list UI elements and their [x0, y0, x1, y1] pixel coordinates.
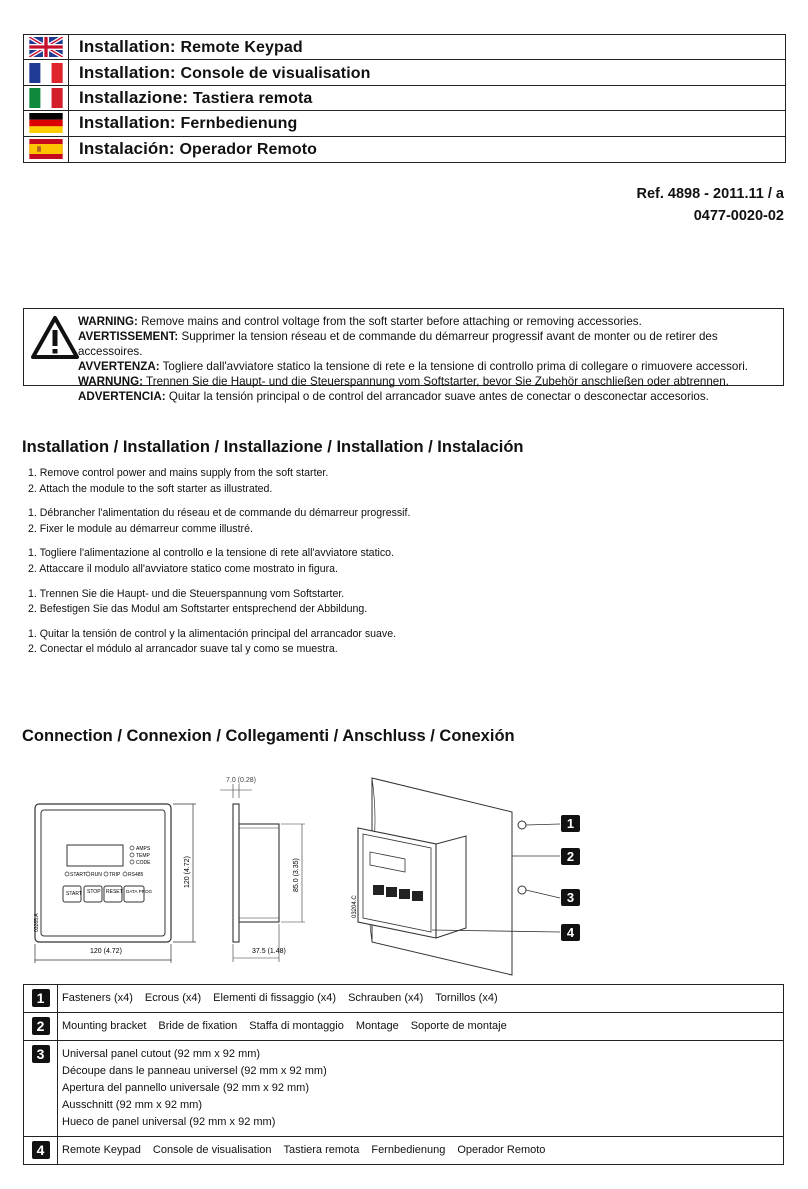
warning-en: WARNING: Remove mains and control voltage from the soft starter before attaching or removing accessories. [78, 315, 642, 328]
key-stop: STOP [87, 889, 101, 895]
warning-fr: AVERTISSEMENT: Supprimer la tension réseau et de commande du démarreur progressif avant de monter ou de retirer des accessoires. [78, 330, 718, 358]
steps-es: 1. Quitar la tensión de control y la alimentación principal del arrancador suave. 2. Conectar el módulo al arrancador suave tal y como se muestra. [28, 627, 397, 656]
connection-diagram [0, 760, 808, 980]
front-drawing-code: 03265.A [34, 913, 40, 932]
ref-line-2: 0477-0020-02 [693, 208, 784, 224]
lang-row-fr [24, 60, 785, 85]
lang-prefix-de: Installation: [79, 113, 181, 133]
part-number-1: 1 [32, 989, 50, 1007]
width-dimension: 120 (4.72) [90, 948, 122, 955]
lang-row-it [24, 86, 785, 111]
installation-heading: Installation / Installation / Installazione / Installation / Instalación [22, 438, 524, 456]
callout-2: 2 [561, 848, 580, 865]
lang-row-en [24, 35, 785, 60]
height-dimension: 120 (4.72) [184, 856, 191, 888]
warning-es: ADVERTENCIA: Quitar la tensión principal o de control del arrancador suave antes de conectar o desconectar accesorios. [78, 390, 709, 403]
installation-steps [28, 466, 410, 667]
lang-prefix-es: Instalación: [79, 139, 180, 159]
language-title-table [23, 34, 786, 163]
side-view [220, 777, 305, 962]
uk-flag-icon [29, 37, 63, 57]
steps-de: 1. Trennen Sie die Haupt- und die Steuerspannung vom Softstarter. 2. Befestigen Sie das Modul am Softstarter entsprechend der Abbildung. [28, 587, 368, 616]
depth-top-dimension: 7.0 (0.28) [226, 777, 256, 784]
lang-title-it: Tastiera remota [192, 89, 313, 107]
france-flag-icon [29, 63, 63, 83]
steps-it: 1. Togliere l'alimentazione al controllo e la tensione di rete all'avviatore statico. 2. Attaccare il modulo all'avviatore statico come mostrato in figura. [28, 547, 395, 575]
lang-prefix-en: Installation: [79, 37, 181, 57]
warning-it: AVVERTENZA: Togliere dall'avviatore statico la tensione di rete e la tensione di controllo prima di collegare o rimuovere accessori. [78, 360, 749, 373]
key-start: START [66, 891, 82, 897]
led-rs485: RS485 [128, 872, 144, 878]
led-trip: TRIP [109, 872, 121, 878]
document-reference [636, 183, 784, 227]
led-amps: AMPS [136, 846, 151, 852]
led-temp: TEMP [136, 853, 150, 859]
warning-triangle-icon [30, 315, 80, 361]
lang-row-es [24, 137, 785, 162]
part-number-4: 4 [32, 1141, 50, 1159]
warning-de: WARNUNG: Trennen Sie die Haupt- und die Steuerspannung vom Softstarter, bevor Sie Zubehör anschließen oder abtrennen. [78, 375, 729, 388]
isometric-view [352, 778, 560, 975]
callout-1: 1 [561, 815, 580, 832]
warning-box [23, 308, 784, 403]
part-row-4: 4 Remote Keypad Console de visualisation Tastiera remota Fernbedienung Operador Remoto [24, 1137, 783, 1164]
depth-dimension: 37.5 (1.48) [252, 948, 286, 955]
lang-row-de [24, 111, 785, 136]
lang-prefix-fr: Installation: [79, 62, 181, 82]
iso-drawing-code: 03204.C [352, 895, 358, 918]
lang-title-es: Operador Remoto [179, 141, 318, 159]
led-code: CODE [136, 860, 151, 866]
callout-4: 4 [561, 924, 580, 941]
ref-line-1: Ref. 4898 - 2011.11 / a [636, 186, 784, 202]
led-start: START [70, 872, 86, 878]
steps-en: 1. Remove control power and mains supply from the soft starter. 2. Attach the module to the soft starter as illustrated. [28, 467, 329, 495]
part-row-1: 1 Fasteners (x4) Ecrous (x4) Elementi di fissaggio (x4) Schrauben (x4) Tornillos (x4) [24, 985, 783, 1013]
front-view [34, 804, 196, 963]
key-reset: RESET [106, 889, 123, 895]
germany-flag-icon [29, 113, 63, 133]
steps-fr: 1. Débrancher l'alimentation du réseau et de commande du démarreur progressif. 2. Fixer le module au démarreur comme illustré. [28, 507, 411, 535]
connection-heading: Connection / Connexion / Collegamenti / Anschluss / Conexión [22, 727, 515, 745]
part-row-3: 3 Universal panel cutout (92 mm x 92 mm) Découpe dans le panneau universel (92 mm x 92 mm) Apertura del pannello universale (92 mm x 92 mm) Ausschnitt (92 mm x 92 mm) Hueco de panel universal (92 mm x 92 mm) [24, 1041, 783, 1137]
italy-flag-icon [29, 88, 63, 108]
spain-flag-icon [29, 139, 63, 159]
lang-title-fr: Console de visualisation [180, 64, 371, 82]
callout-3: 3 [561, 889, 580, 906]
lang-prefix-it: Installazione: [79, 87, 193, 107]
part-number-3: 3 [32, 1045, 50, 1063]
lang-title-en: Remote Keypad [180, 39, 303, 57]
lang-title-de: Fernbedienung [180, 115, 298, 133]
key-data-prog: DATA PROG [126, 889, 153, 894]
part-row-2: 2 Mounting bracket Bride de fixation Staffa di montaggio Montage Soporte de montaje [24, 1013, 783, 1041]
parts-legend-table [23, 984, 784, 1165]
body-height-dimension: 85.0 (3.35) [293, 858, 300, 892]
led-run: RUN [91, 872, 102, 878]
part-number-2: 2 [32, 1017, 50, 1035]
